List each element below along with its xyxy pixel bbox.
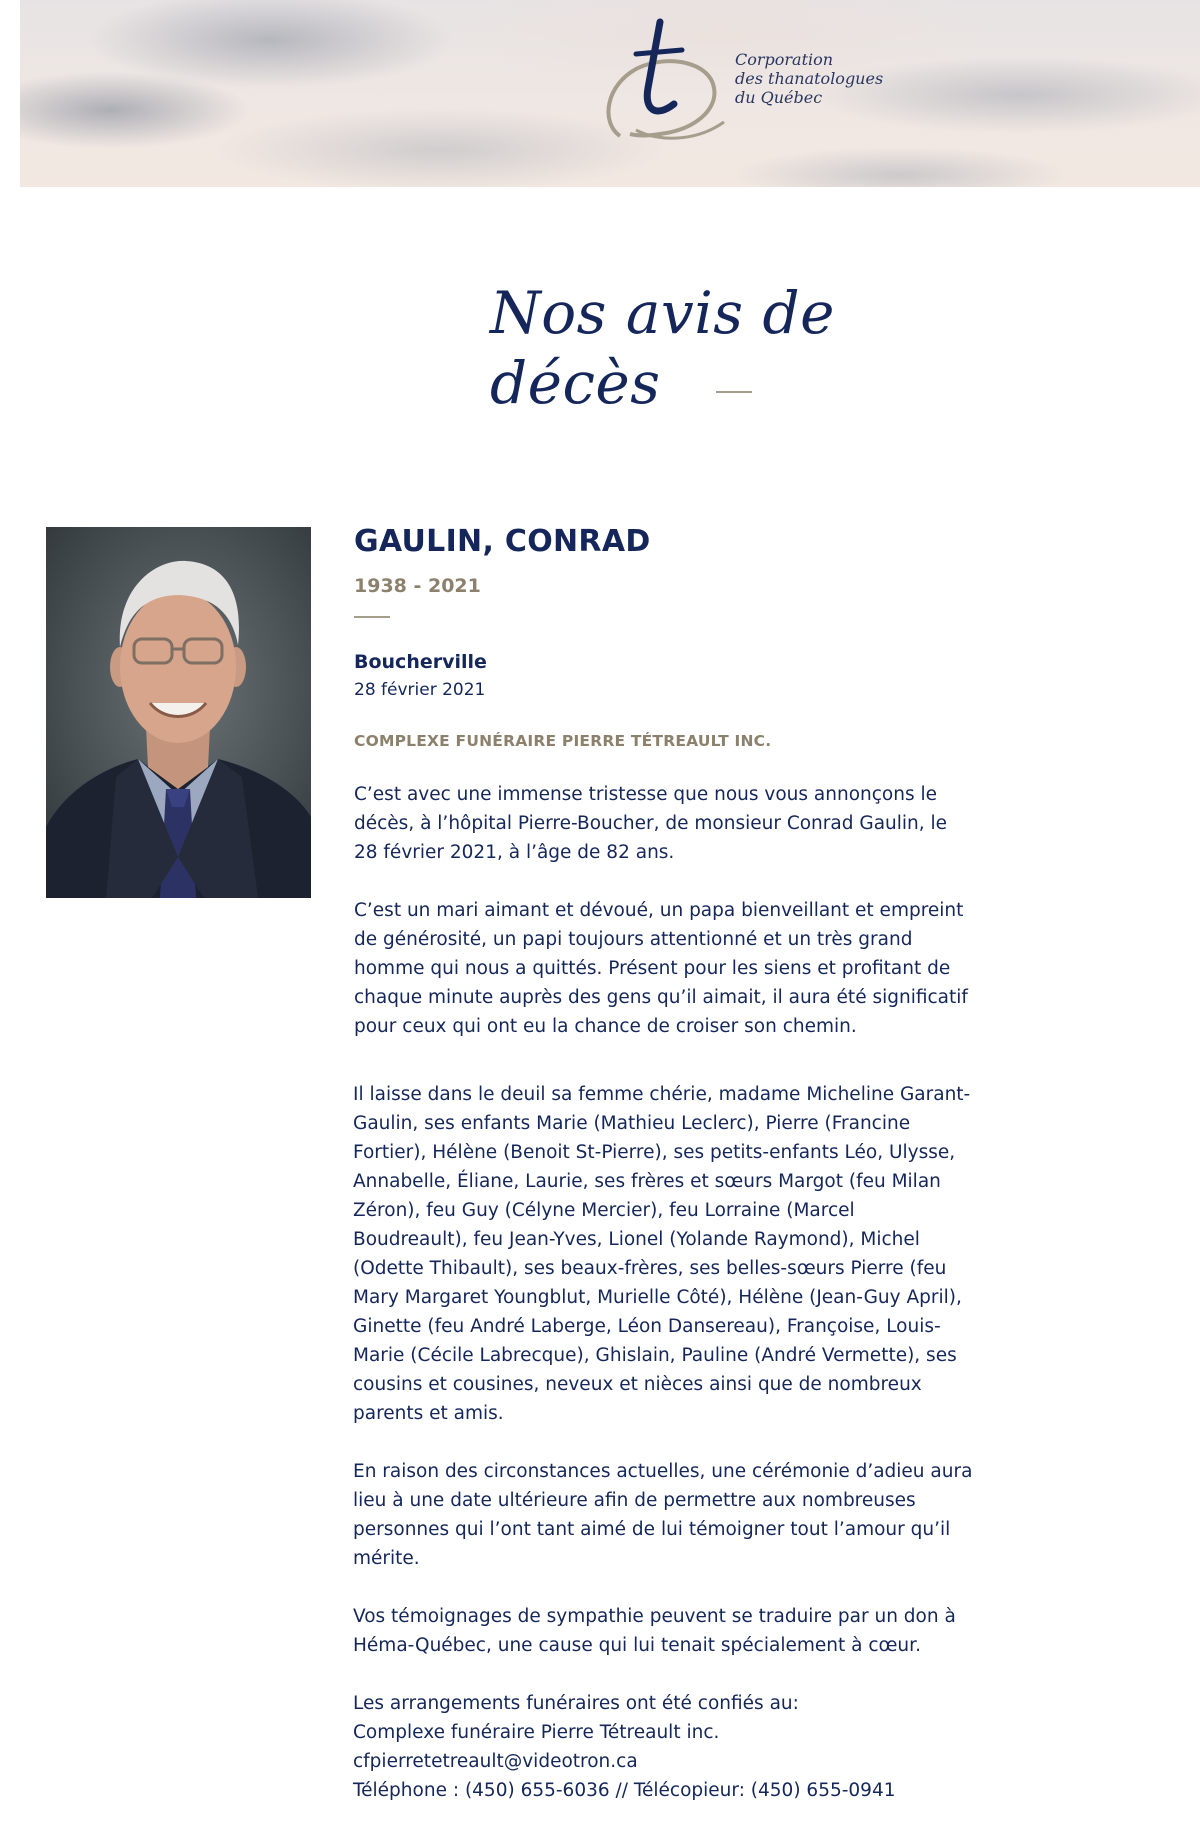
deceased-name: GAULIN, CONRAD [354,524,651,559]
contact-phones: Téléphone : (450) 655-6036 // Télécopieur: (450) 655-0941 [353,1780,896,1801]
obituary-paragraph: C’est un mari aimant et dévoué, un papa bienveillant et empreint de générosité, un papi toujours attentionné et un très grand homme qui nous a quittés. Présent pour les siens et profitant de chaque minute auprès des gens qu’il aimait, il aura été significatif pour ceux qui ont eu la chance de croiser son chemin. [354,900,968,1037]
logo-line-3: du Québec [735,88,823,107]
corporation-logo[interactable] [598,18,738,143]
obituary-paragraph: Il laisse dans le deuil sa femme chérie, madame Micheline Garant-Gaulin, ses enfants Marie (Mathieu Leclerc), Pierre (Francine Fortier), Hélène (Benoit St-Pierre), ses petits-enfants Léo, Ulysse, Annabelle, Éliane, Laurie, ses frères et sœurs Margot (feu Milan Zéron), feu Guy (Célyne Mercier), feu Lorraine (Marcel Boudreault), feu Jean-Yves, Lionel (Yolande Raymond), Michel (Odette Thibault), ses beaux-frères, ses belles-sœurs Pierre (feu Mary Margaret Youngblut, Murielle Côté), Hélène (Jean-Guy April), Ginette (feu André Laberge, Léon Dansereau), Françoise, Louis-Marie (Cécile Labrecque), Ghislain, Pauline (André Vermette), ses cousins et cousines, neveux et nièces ainsi que de nombreux parents et amis. [353,1084,971,1424]
obituary-paragraph: En raison des circonstances actuelles, une cérémonie d’adieu aura lieu à une date ultérieure afin de permettre aux nombreuses personnes qui l’ont tant aimé de lui témoigner tout l’amour qu’il mérite. [353,1461,973,1569]
portrait-photo [46,527,311,898]
life-years: 1938 - 2021 [354,575,481,597]
logo-line-2: des thanatologues [735,69,884,88]
header-banner [20,0,1200,187]
obituary-content [354,522,974,1805]
city: Boucherville [354,651,487,673]
obituary-paragraph: C’est avec une immense tristesse que nous vous annonçons le décès, à l’hôpital Pierre-Boucher, de monsieur Conrad Gaulin, le 28 février 2021, à l’âge de 82 ans. [354,784,948,863]
logo-line-1: Corporation [735,50,834,69]
contact-email[interactable]: cfpierretetreault@videotron.ca [353,1751,638,1772]
funeral-home-link[interactable]: COMPLEXE FUNÉRAIRE PIERRE TÉTREAULT INC. [354,732,772,750]
page-title: Nos avis de décès [490,279,835,417]
contact-intro: Les arrangements funéraires ont été confiés au: [353,1693,799,1714]
logo-text [735,50,883,107]
funeral-contact [353,1689,974,1805]
contact-company: Complexe funéraire Pierre Tétreault inc. [353,1722,720,1743]
obituary-paragraph: Vos témoignages de sympathie peuvent se traduire par un don à Héma-Québec, une cause qui lui tenait spécialement à cœur. [353,1606,956,1656]
name-divider [354,616,390,618]
title-divider [716,391,752,393]
death-date: 28 février 2021 [354,680,486,700]
